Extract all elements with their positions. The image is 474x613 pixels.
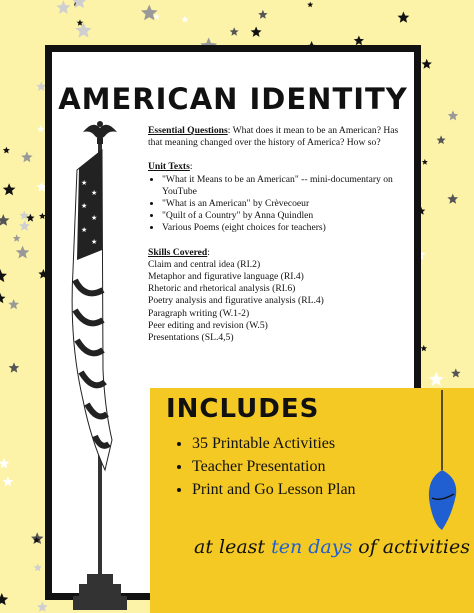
star-icon — [3, 476, 14, 486]
eagle-icon — [83, 121, 117, 144]
star-icon — [3, 147, 10, 154]
star-icon — [9, 362, 20, 372]
unit-texts-colon: : — [189, 161, 193, 173]
tagline-start: at least — [194, 536, 272, 558]
star-icon — [13, 234, 21, 242]
list-item: • 35 Printable Activities — [192, 432, 356, 455]
star-icon — [31, 532, 44, 544]
list-item: • "Quilt of a Country" by Anna Quindlen — [162, 210, 413, 222]
star-icon — [16, 246, 29, 259]
star-icon — [0, 458, 9, 468]
tagline-end: of activities — [352, 536, 470, 558]
star-icon — [451, 368, 461, 377]
star-icon — [0, 293, 6, 303]
star-icon — [429, 372, 444, 386]
list-item: • Teacher Presentation — [192, 455, 356, 478]
star-icon — [19, 211, 29, 220]
heart-ornament-icon — [420, 390, 460, 550]
star-icon — [447, 194, 458, 204]
star-icon — [37, 125, 44, 132]
svg-text:★: ★ — [91, 238, 98, 246]
skills-label: Skills Covered — [148, 246, 208, 258]
svg-text:★: ★ — [91, 214, 98, 222]
flag-on-pole-icon — [65, 110, 135, 610]
list-item: • Various Poems (eight choices for teachers) — [162, 222, 413, 234]
star-icon — [0, 269, 7, 282]
star-icon — [154, 14, 160, 20]
star-icon — [19, 220, 30, 231]
star-icon — [354, 36, 364, 46]
star-icon — [72, 0, 87, 8]
star-icon — [77, 19, 84, 25]
list-item: Peer editing and revision (W.5) — [148, 319, 268, 331]
star-icon — [398, 12, 410, 23]
unit-texts-heading — [148, 161, 413, 173]
list-item: Metaphor and figurative language (RI.4) — [148, 271, 304, 283]
list-item: Rhetoric and rhetorical analysis (RI.6) — [148, 283, 296, 295]
svg-text:★: ★ — [91, 189, 98, 197]
star-icon — [437, 135, 446, 144]
star-icon — [34, 563, 43, 571]
includes-list — [176, 432, 356, 501]
list-item: Presentations (SL.4,5) — [148, 332, 234, 344]
star-icon — [181, 16, 188, 23]
star-icon — [3, 183, 16, 195]
list-item: • Print and Go Lesson Plan — [192, 478, 356, 501]
star-icon — [307, 2, 313, 8]
essential-questions-text: : What does it mean to be an American? Has that meaning changed over the history of America? How so? — [148, 125, 399, 149]
skills-heading — [148, 247, 413, 259]
svg-text:★: ★ — [81, 202, 88, 210]
star-icon — [0, 214, 9, 226]
star-icon — [8, 299, 19, 309]
star-icon — [251, 27, 262, 37]
star-icon — [421, 345, 428, 351]
list-item: Poetry analysis and figurative analysis (RL.4) — [148, 295, 324, 307]
unit-texts-list — [148, 174, 413, 235]
star-icon — [21, 151, 32, 162]
list-item: • "What is an American" by Crèvecoeur — [162, 198, 413, 210]
star-icon — [56, 0, 70, 14]
unit-overview — [148, 125, 413, 344]
list-item: Paragraph writing (W.1-2) — [148, 307, 250, 319]
unit-texts-label: Unit Texts — [148, 161, 190, 173]
skills-colon: : — [207, 246, 210, 258]
tagline-highlight: ten days — [271, 536, 353, 558]
page-title: AMERICAN IDENTITY — [58, 82, 408, 116]
includes-title: INCLUDES — [166, 394, 320, 424]
star-icon — [422, 159, 428, 165]
star-icon — [448, 110, 458, 120]
list-item: Claim and central idea (RI.2) — [148, 258, 261, 270]
list-item: • "What it Means to be an American" -- mini-documentary on YouTube — [162, 174, 413, 198]
star-icon — [141, 5, 158, 21]
essential-questions — [148, 125, 413, 149]
star-icon — [258, 10, 267, 19]
star-icon — [422, 59, 432, 69]
essential-questions-label: Essential Questions — [148, 125, 228, 136]
svg-text:★: ★ — [81, 179, 88, 187]
star-icon — [75, 22, 91, 38]
svg-text:★: ★ — [81, 226, 88, 234]
star-icon — [230, 27, 239, 36]
star-icon — [0, 593, 8, 605]
star-icon — [37, 602, 48, 612]
